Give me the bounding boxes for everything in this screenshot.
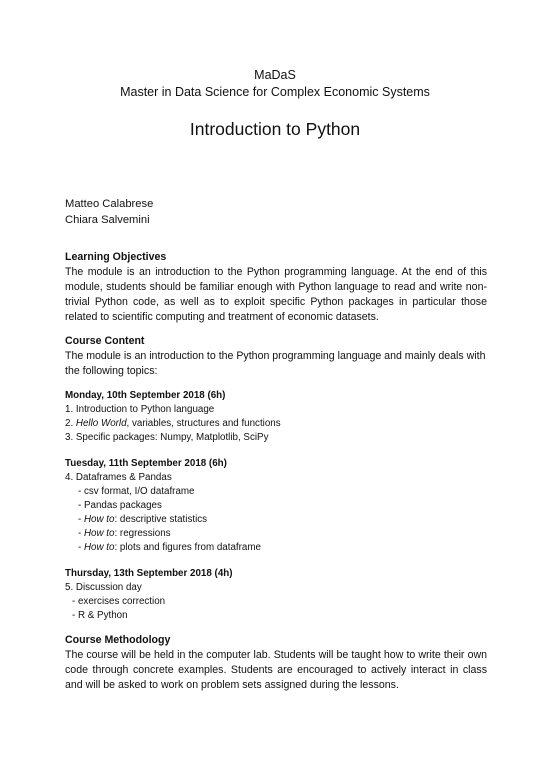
day-heading: Monday, 10th September 2018 (6h) [65, 390, 226, 401]
program-full-name: Master in Data Science for Complex Economic Systems [120, 85, 430, 99]
learning-objectives-heading: Learning Objectives [65, 251, 167, 263]
course-methodology-heading: Course Methodology [65, 634, 171, 646]
author-name: Matteo Calabrese [65, 198, 154, 210]
course-methodology-section [65, 633, 487, 693]
course-methodology-text: The course will be held in the computer lab. Students will be taught how to write their own code through concrete examples. Students are encouraged to actively interact in class and will be asked to work on problem sets assigned during the lessons. [65, 649, 487, 691]
learning-objectives-text: The module is an introduction to the Python programming language. At the end of this module, students should be familiar enough with Python language to read and write non-trivial Python code, as well as to exploit specific Python packages in particular those related to scientific computing and treatment of economic datasets. [65, 266, 487, 323]
subtopic-item-howto: - How to: regressions [78, 528, 171, 539]
subtopic-item: - exercises correction [72, 596, 166, 607]
course-content-intro: the following topics: [65, 365, 158, 377]
course-content-intro: The module is an introduction to the Python programming language and mainly deals with [65, 350, 486, 362]
subtopic-item-howto: - How to: plots and figures from dataframe [78, 542, 261, 553]
topic-item: 4. Dataframes & Pandas [65, 472, 172, 483]
author-name: Chiara Salvemini [65, 214, 150, 226]
topic-item: 1. Introduction to Python language [65, 404, 215, 415]
topic-item: 3. Specific packages: Numpy, Matplotlib, SciPy [65, 432, 269, 443]
course-content-section [65, 334, 487, 379]
schedule-day-tuesday [65, 457, 487, 555]
topic-item-hello-world: 2. Hello World, variables, structures and functions [65, 418, 281, 429]
subtopic-item: - Pandas packages [78, 500, 162, 511]
program-short-name: MaDaS [254, 68, 296, 82]
topic-item: 5. Discussion day [65, 582, 142, 593]
authors [65, 196, 487, 228]
course-content-heading: Course Content [65, 335, 145, 347]
subtopic-item: - csv format, I/O dataframe [78, 486, 195, 497]
day-heading: Tuesday, 11th September 2018 (6h) [65, 458, 227, 469]
schedule-day-monday [65, 389, 487, 445]
learning-objectives-section [65, 250, 487, 325]
subtopic-item: - R & Python [72, 610, 128, 621]
day-heading: Thursday, 13th September 2018 (4h) [65, 568, 233, 579]
course-title: Introduction to Python [189, 119, 361, 139]
subtopic-item-howto: - How to: descriptive statistics [78, 514, 208, 525]
schedule-day-thursday [65, 567, 487, 623]
